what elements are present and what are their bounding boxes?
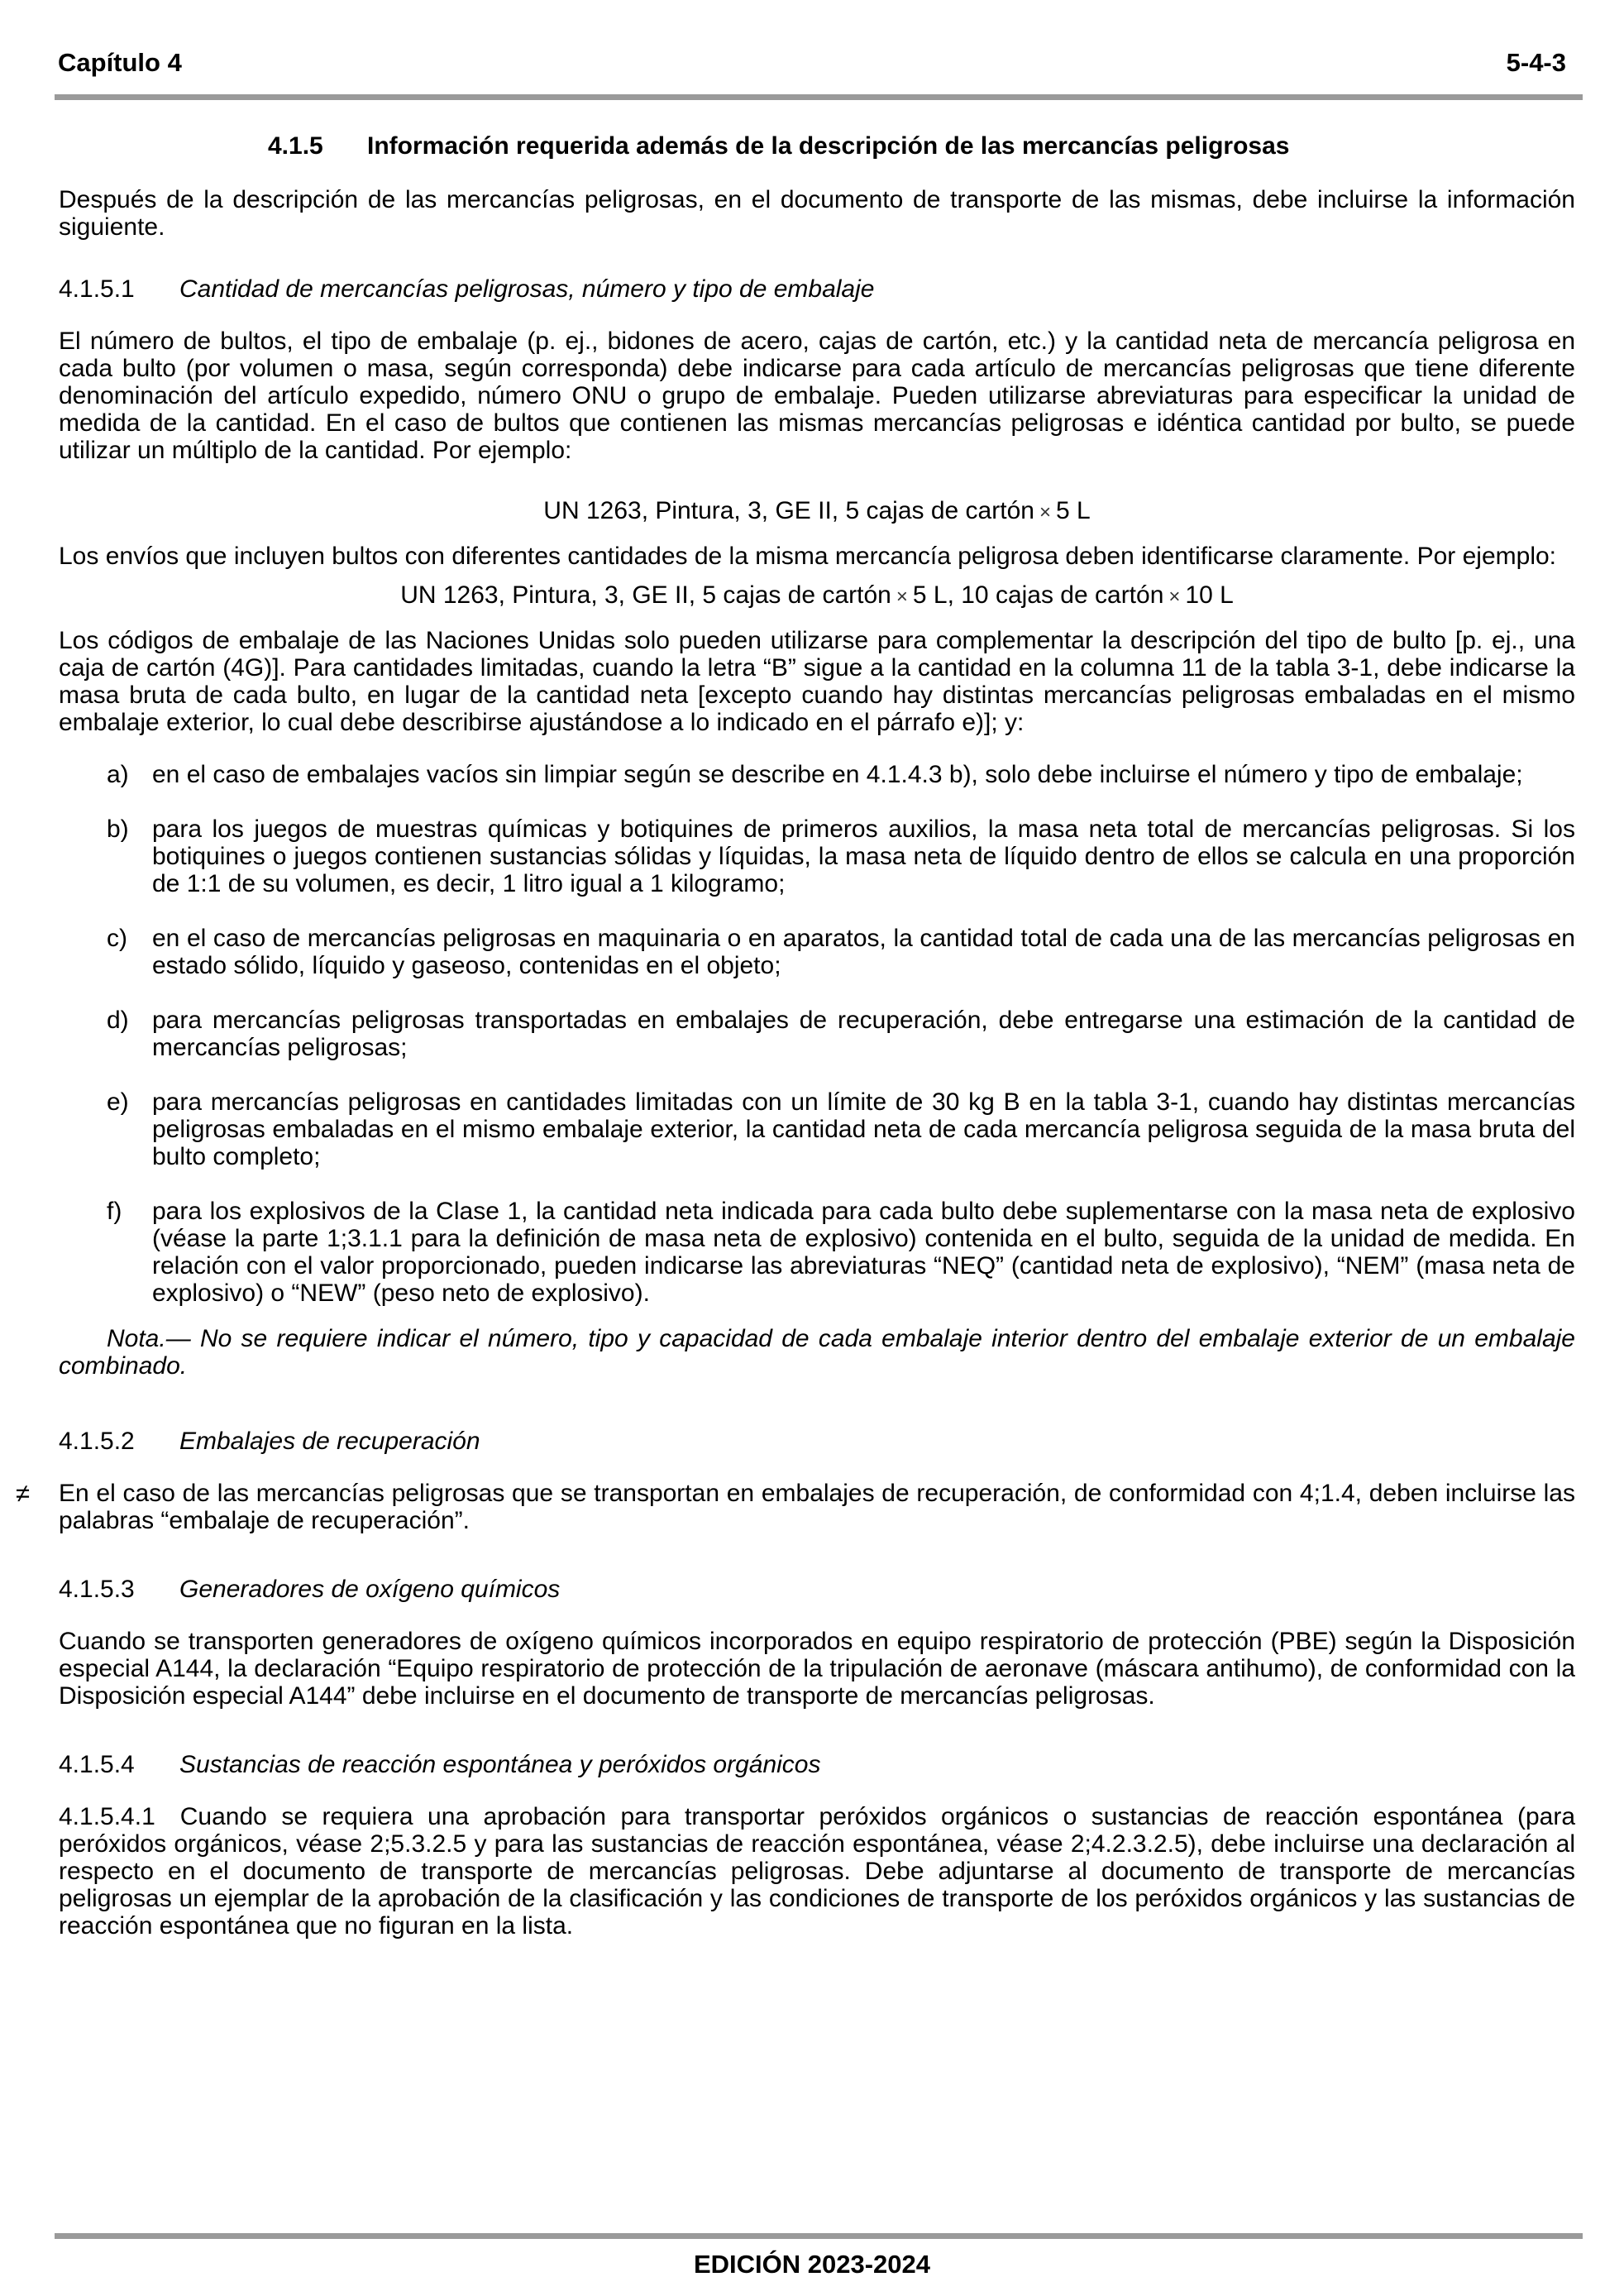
subsection-title: Embalajes de recuperación: [179, 1428, 480, 1455]
note: Nota.— No se requiere indicar el número, tipo y capacidad de cada embalaje interior dentro del embalaje exterior de un embalaje combinado.: [59, 1325, 1575, 1380]
list-item-label: b): [107, 816, 129, 843]
list-item: [59, 1198, 1575, 1307]
paragraph-un-codes: Los códigos de embalaje de las Naciones Unidas solo pueden utilizarse para complementar la descripción del tipo de bulto [p. ej., una caja de cartón (4G)]. Para cantidades limitadas, cuando la letra “B” sigue a la cantidad en la columna 11 de la tabla 3-1, debe indicarse la masa bruta de cada bulto, en lugar de la cantidad neta [excepto cuando hay distintas mercancías peligrosas embaladas en el mismo embalaje exterior, lo cual debe describirse ajustándose a lo indicado en el párrafo e)]; y:: [59, 627, 1575, 736]
list-item: [59, 1007, 1575, 1061]
example-1: [59, 497, 1575, 526]
list-item-label: e): [107, 1088, 129, 1116]
subsection-number: 4.1.5.4: [59, 1751, 135, 1778]
section-title: Información requerida además de la descripción de las mercancías peligrosas: [367, 132, 1290, 160]
page-body: [16, 132, 1575, 1940]
list-item-text: en el caso de mercancías peligrosas en maquinaria o en aparatos, la cantidad total de cada una de las mercancías peligrosas en estado sólido, líquido y gaseoso, contenidas en el objeto;: [152, 925, 1575, 979]
example-1-part-a: UN 1263, Pintura, 3, GE II, 5 cajas de cartón: [543, 497, 1034, 524]
paragraph-different-quantities: Los envíos que incluyen bultos con diferentes cantidades de la misma mercancía peligrosa deben identificarse claramente. Por ejemplo:: [59, 543, 1557, 570]
multiply-symbol: ×: [896, 586, 908, 608]
subsection-number: 4.1.5.2: [59, 1428, 135, 1455]
multiply-symbol: ×: [1168, 586, 1181, 608]
quantity-list: [59, 761, 1575, 1307]
multiply-symbol: ×: [1039, 501, 1051, 524]
example-2: [59, 581, 1575, 610]
example-2-part-a: UN 1263, Pintura, 3, GE II, 5 cajas de cartón: [400, 581, 891, 609]
chapter-label: Capítulo 4: [58, 48, 182, 77]
subsection-title: Generadores de oxígeno químicos: [179, 1576, 561, 1603]
paragraph-number: 4.1.5.4.1: [59, 1803, 155, 1830]
example-2-part-b: 5 L, 10 cajas de cartón: [912, 581, 1164, 609]
subsection-number: 4.1.5.3: [59, 1576, 135, 1603]
subsection-title: Sustancias de reacción espontánea y peróxidos orgánicos: [179, 1751, 821, 1778]
change-mark: ≠: [16, 1479, 31, 1508]
header-rule: [55, 94, 1583, 100]
page-footer: EDICIÓN 2023-2024: [693, 2250, 931, 2279]
list-item-text: en el caso de embalajes vacíos sin limpiar según se describe en 4.1.4.3 b), solo debe incluirse el número y tipo de embalaje;: [152, 761, 1523, 788]
oxygen-generators-text: Cuando se transporten generadores de oxígeno químicos incorporados en equipo respiratorio de protección (PBE) según la Disposición especial A144, la declaración “Equipo respiratorio de protección de la tripulación de aeronave (máscara antihumo), de conformidad con la Disposición especial A144” debe incluirse en el documento de transporte de mercancías peligrosas.: [59, 1628, 1575, 1710]
list-item-text: para mercancías peligrosas en cantidades limitadas con un límite de 30 kg B en la tabla 3-1, cuando hay distintas mercancías peligrosas embaladas en el mismo embalaje exterior, la cantidad neta de cada mercancía peligrosa seguida de la masa bruta del bulto completo;: [152, 1088, 1575, 1170]
subsection-title: Cantidad de mercancías peligrosas, número y tipo de embalaje: [179, 275, 875, 303]
subsection-heading-4-1-5-1: [59, 275, 1575, 303]
list-item-label: d): [107, 1007, 129, 1034]
example-1-part-b: 5 L: [1055, 497, 1091, 524]
example-2-part-c: 10 L: [1185, 581, 1234, 609]
subsection-heading-4-1-5-3: [59, 1576, 1575, 1603]
section-intro: Después de la descripción de las mercancías peligrosas, en el documento de transporte de las mismas, debe incluirse la información siguiente.: [59, 186, 1575, 241]
page-number: 5-4-3: [1506, 48, 1566, 77]
list-item-text: para mercancías peligrosas transportadas en embalajes de recuperación, debe entregarse una estimación de la cantidad de mercancías peligrosas;: [152, 1007, 1575, 1061]
list-item-text: para los explosivos de la Clase 1, la cantidad neta indicada para cada bulto debe suplementarse con la masa neta de explosivo (véase la parte 1;3.1.1 para la definición de masa neta de explosivo) contenida en el bulto, seguida de la unidad de medida. En relación con el valor proporcionado, pueden indicarse las abreviaturas “NEQ” (cantidad neta de explosivo), “NEM” (masa neta de explosivo) o “NEW” (peso neto de explosivo).: [152, 1198, 1575, 1307]
list-item-label: c): [107, 925, 127, 952]
self-reactive-text: Cuando se requiera una aprobación para transportar peróxidos orgánicos o sustancias de reacción espontánea (para peróxidos orgánicos, véase 2;5.3.2.5 y para las sustancias de reacción espontánea, véase 2;4.2.3.2.5), debe incluirse una declaración al respecto en el documento de transporte de mercancías peligrosas. Debe adjuntarse al documento de transporte de mercancías peligrosas un ejemplar de la aprobación de la clasificación y las condiciones de transporte de los peróxidos orgánicos y las sustancias de reacción espontánea que no figuran en la lista.: [59, 1803, 1575, 1940]
list-item: [59, 925, 1575, 979]
paragraph-quantity: El número de bultos, el tipo de embalaje (p. ej., bidones de acero, cajas de cartón, etc.) y la cantidad neta de mercancía peligrosa en cada bulto (por volumen o masa, según corresponda) debe indicarse para cada artículo de mercancías peligrosas que tiene diferente denominación del artículo expedido, número ONU o grupo de embalaje. Pueden utilizarse abreviaturas para especificar la unidad de medida de la cantidad. En el caso de bultos que contienen las mismas mercancías peligrosas e idéntica cantidad por bulto, se puede utilizar un múltiplo de la cantidad. Por ejemplo:: [59, 328, 1575, 464]
subsection-number: 4.1.5.1: [59, 275, 135, 303]
list-item: [59, 761, 1575, 788]
footer-rule: [55, 2233, 1583, 2239]
list-item: [59, 1088, 1575, 1170]
list-item-label: f): [107, 1198, 122, 1225]
section-number: 4.1.5: [268, 132, 323, 160]
subsection-heading-4-1-5-2: [59, 1428, 1575, 1455]
overpack-paragraph: [16, 1479, 1575, 1534]
self-reactive-paragraph: [59, 1803, 1575, 1940]
page-header: [58, 48, 1566, 89]
list-item-text: para los juegos de muestras químicas y botiquines de primeros auxilios, la masa neta total de mercancías peligrosas. Si los botiquines o juegos contienen sustancias sólidas y líquidas, la masa neta de líquido dentro de ellos se calcula en una proporción de 1:1 de su volumen, es decir, 1 litro igual a 1 kilogramo;: [152, 816, 1575, 897]
section-heading-4-1-5: [59, 132, 1575, 160]
list-item: [59, 816, 1575, 897]
list-item-label: a): [107, 761, 129, 788]
subsection-heading-4-1-5-4: [59, 1751, 1575, 1778]
overpack-text: En el caso de las mercancías peligrosas que se transportan en embalajes de recuperación, de conformidad con 4;1.4, deben incluirse las palabras “embalaje de recuperación”.: [59, 1480, 1575, 1534]
